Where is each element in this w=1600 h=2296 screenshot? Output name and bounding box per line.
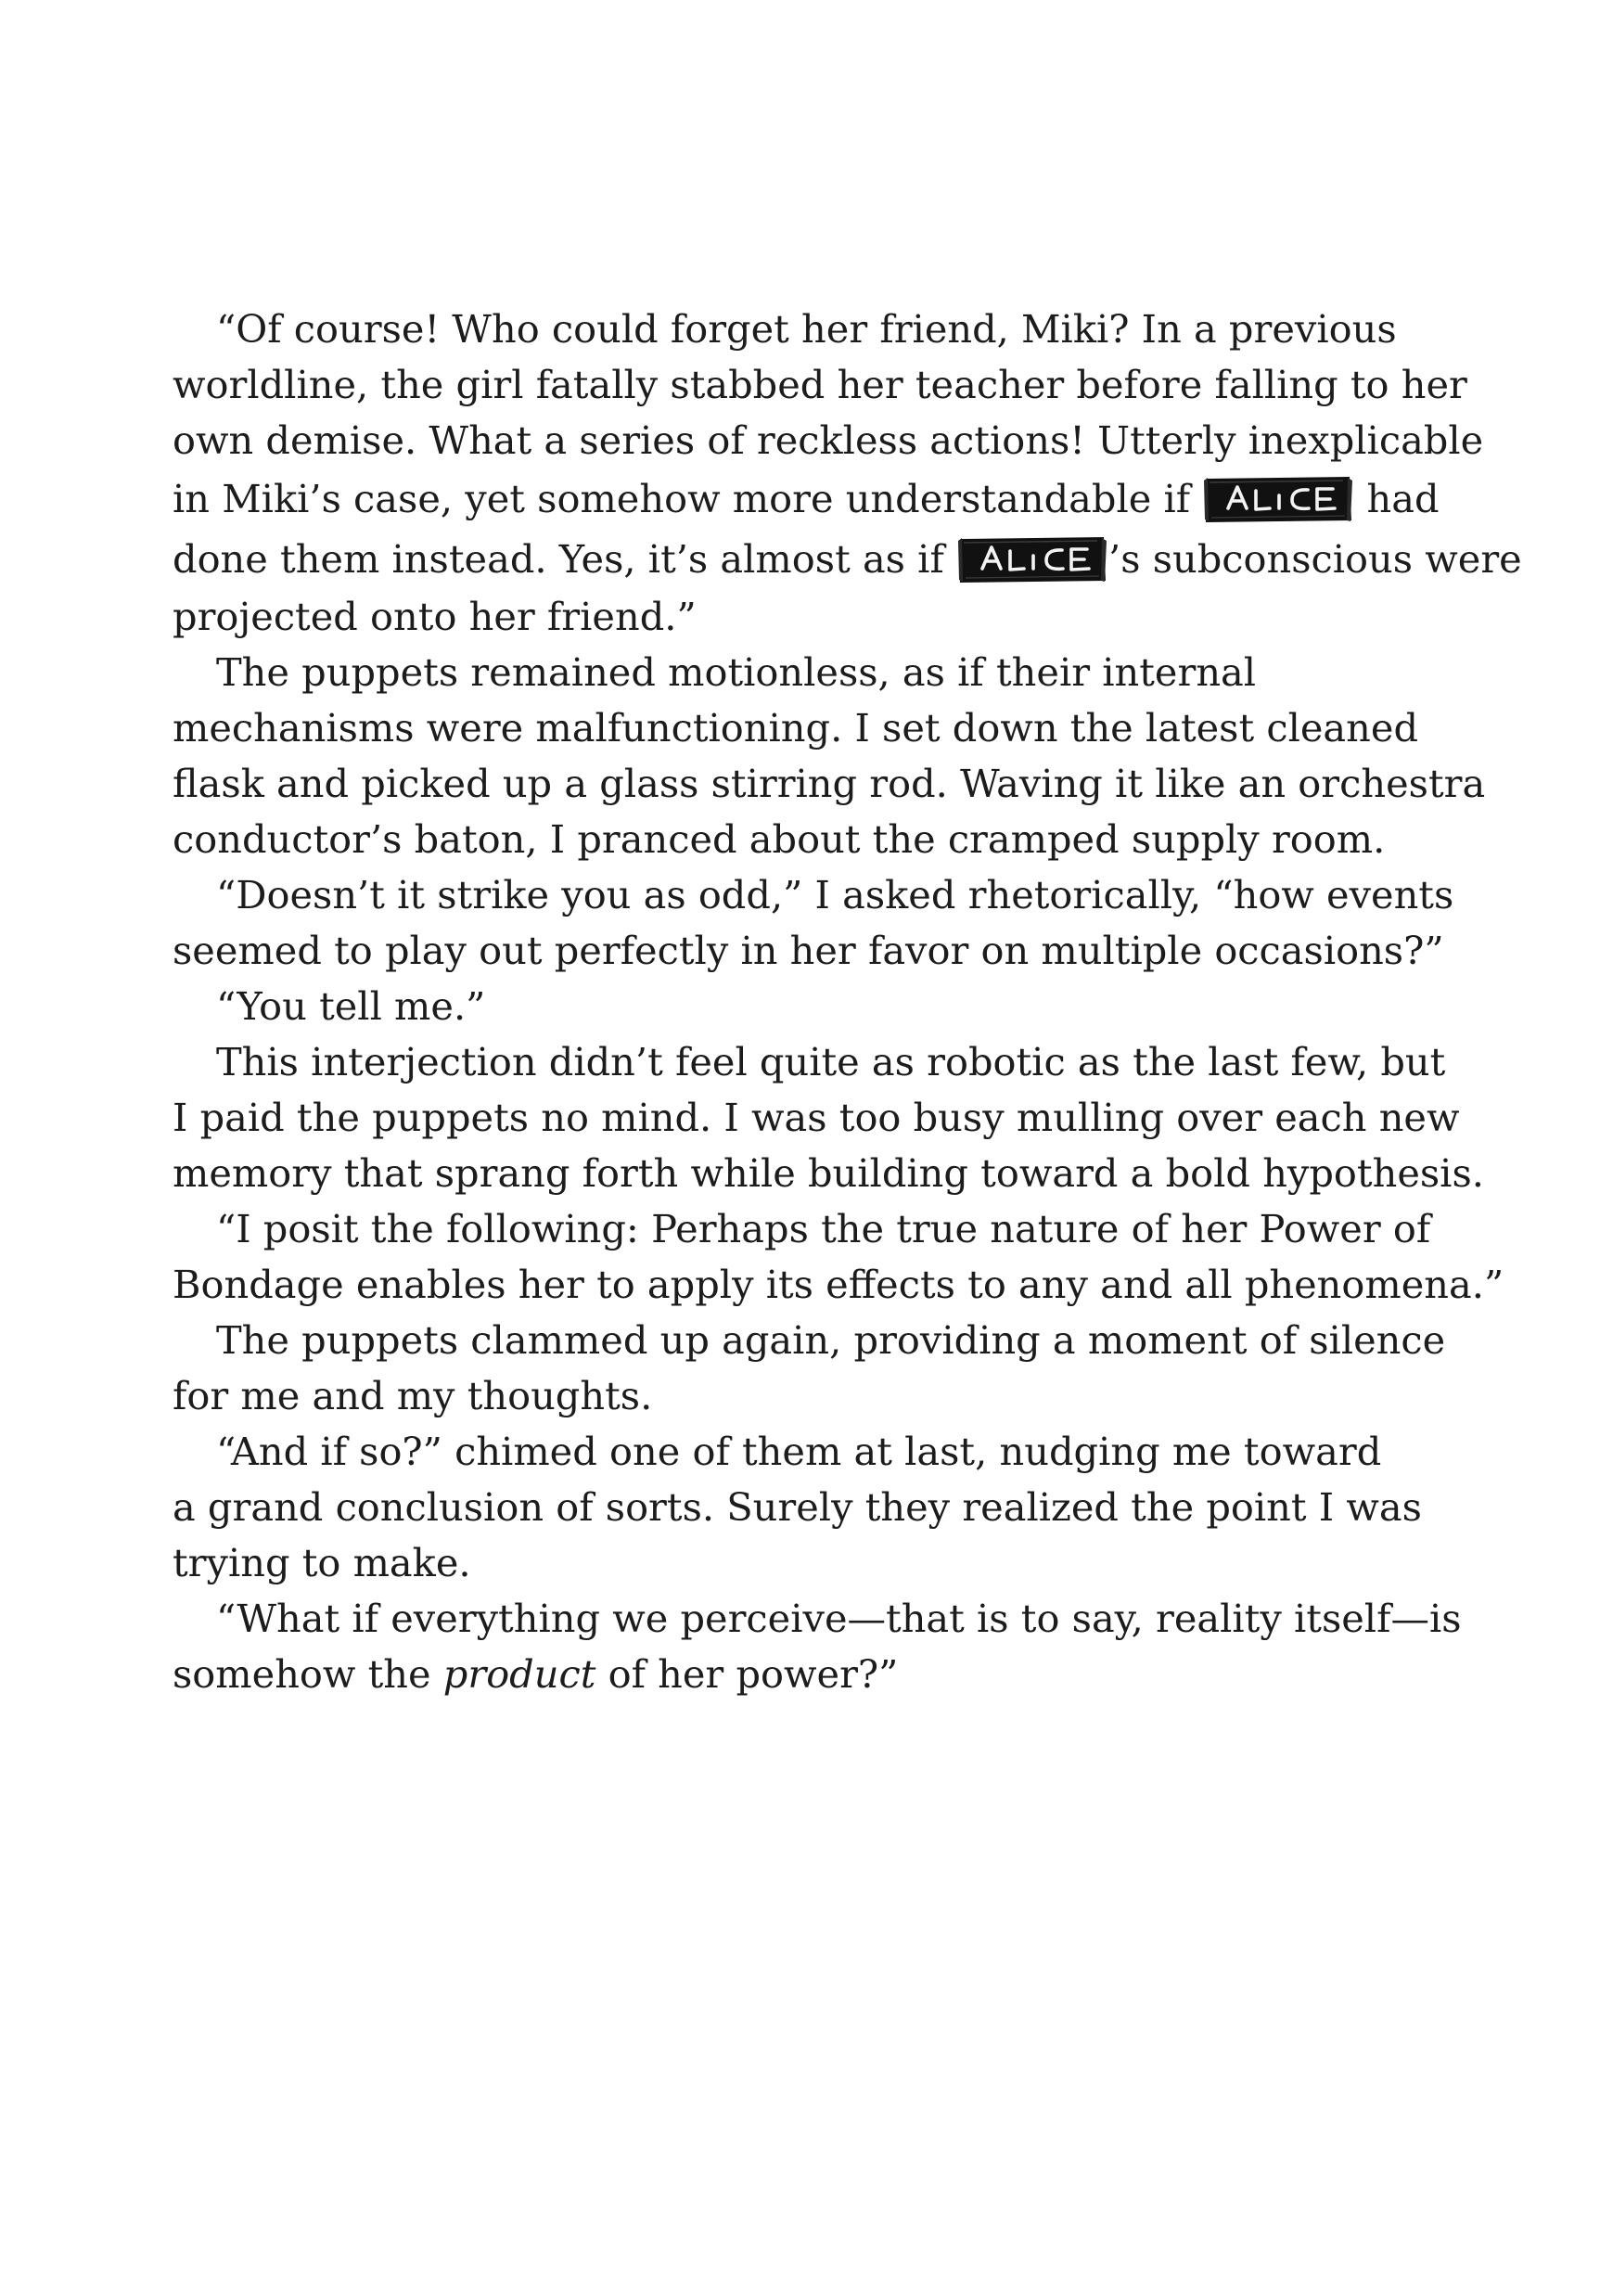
body-text: [173, 301, 1522, 1702]
text-line: seemed to play out perfectly in her favor on multiple occasions?”: [173, 928, 1444, 973]
text-line-with-alice-tag: [173, 529, 1522, 589]
text-segment: in Miki’s case, yet somehow more understandable if: [173, 476, 1191, 521]
text-line: conductor’s baton, I pranced about the cramped supply room.: [173, 816, 1386, 862]
text-line: “You tell me.”: [216, 983, 486, 1029]
text-segment: somehow the: [173, 1651, 431, 1697]
text-line: “I posit the following: Perhaps the true nature of her Power of: [216, 1206, 1431, 1251]
italic-emphasis: product: [442, 1651, 596, 1697]
text-line: own demise. What a series of reckless actions! Utterly inexplicable: [173, 417, 1484, 463]
text-line: trying to make.: [173, 1540, 471, 1585]
text-line: Bondage enables her to apply its effects to any and all phenomena.”: [173, 1262, 1504, 1307]
text-line: worldline, the girl fatally stabbed her teacher before falling to her: [173, 362, 1467, 407]
text-segment: done them instead. Yes, it’s almost as if: [173, 536, 944, 582]
text-line: “Of course! Who could forget her friend, Miki? In a previous: [216, 306, 1397, 352]
text-line: The puppets remained motionless, as if their internal: [216, 649, 1257, 695]
text-line: a grand conclusion of sorts. Surely they realized the point I was: [173, 1484, 1422, 1530]
text-segment: ’s subconscious were: [1108, 536, 1522, 582]
alice-name-tag-image: [958, 535, 1107, 584]
text-line: for me and my thoughts.: [173, 1373, 653, 1418]
text-line: “And if so?” chimed one of them at last, nudging me toward: [216, 1429, 1382, 1474]
text-segment: had: [1366, 476, 1440, 521]
text-line: [173, 1647, 1425, 1702]
text-line: The puppets clammed up again, providing a moment of silence: [216, 1317, 1446, 1363]
text-line: memory that sprang forth while building toward a bold hypothesis.: [173, 1150, 1484, 1196]
text-line: I paid the puppets no mind. I was too busy mulling over each new: [173, 1095, 1460, 1140]
text-segment: of her power?”: [608, 1651, 899, 1697]
text-line-with-alice-tag: [173, 468, 1440, 529]
text-line: “What if everything we perceive—that is to say, reality itself—is: [216, 1596, 1462, 1641]
text-line: This interjection didn’t feel quite as robotic as the last few, but: [216, 1039, 1446, 1084]
text-line: mechanisms were malfunctioning. I set down the latest cleaned: [173, 705, 1419, 750]
text-line: projected onto her friend.”: [173, 594, 697, 639]
alice-name-tag-image: [1204, 475, 1352, 523]
text-line: “Doesn’t it strike you as odd,” I asked rhetorically, “how events: [216, 872, 1454, 917]
text-line: flask and picked up a glass stirring rod. Waving it like an orchestra: [173, 761, 1486, 806]
